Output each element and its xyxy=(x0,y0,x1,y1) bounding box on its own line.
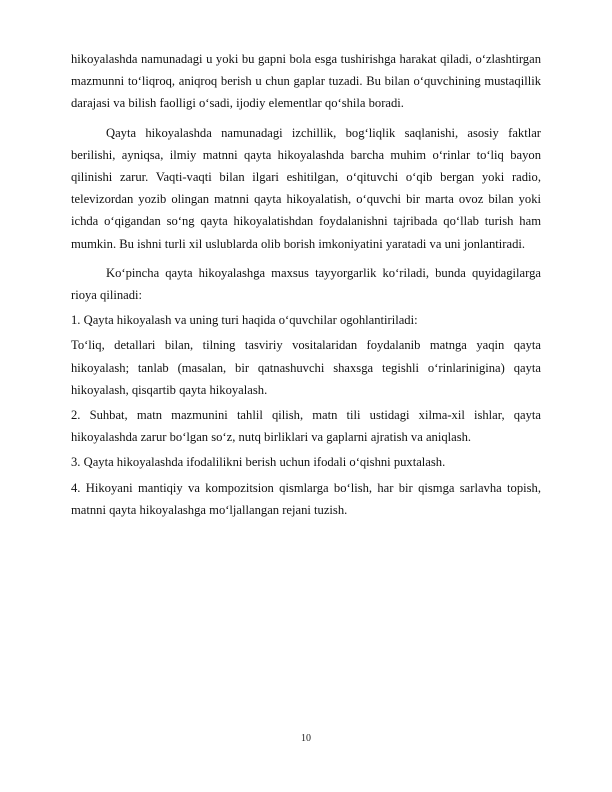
list-item-2: 2. Suhbat, matn mazmunini tahlil qilish, matn tili ustidagi xilma-xil ishlar, qayta hikoyalashda zarur bo‘lgan so‘z, nutq birliklari va gaplarni ajratish va aniqlash. xyxy=(71,408,541,445)
paragraph-continuation: hikoyalashda namunadagi u yoki bu gapni bola esga tushirishga harakat qiladi, o‘zlashtirgan mazmunni to‘liqroq, aniqroq berish u chun gaplar tuzadi. Bu bilan o‘quvchining mustaqillik darajasi va bilish faolligi o‘sadi, ijodiy elementlar qo‘shila boradi. xyxy=(71,52,541,111)
paragraph-requirements: Qayta hikoyalashda namunadagi izchillik, bog‘liqlik saqlanishi, asosiy faktlar berilishi, ayniqsa, ilmiy matnni qayta hikoyalashda barcha muhim o‘rinlar to‘liq bayon qilinishi zarur. Vaqti-vaqti bilan ilgari eshitilgan, o‘qituvchi o‘qib bergan yoki radio, televizordan yozib olingan matnni qayta hikoyalatish, o‘quvchi bir marta ovoz bilan yoki ichda o‘qigandan so‘ng qayta hikoyalatishdan foydalanishni tajribada qo‘llab turish ham mumkin. Bu ishni turli xil uslublarda olib borish imkoniyatini yaratadi va uni jonlantiradi. xyxy=(71,125,541,251)
paragraph-preparation: Ko‘pincha qayta hikoyalashga maxsus tayyorgarlik ko‘riladi, bunda quyidagilarga rioya qilinadi: xyxy=(71,265,541,303)
list-item-4: 4. Hikoyani mantiqiy va kompozitsion qismlarga bo‘lish, har bir qismga sarlavha topish, matnni qayta hikoyalashga mo‘ljallangan rejani tuzish. xyxy=(71,480,541,517)
list-item-1-detail: To‘liq, detallari bilan, tilning tasviriy vositalaridan foydalanib matnga yaqin qayta hikoyalash; tanlab (masalan, bir qatnashuvchi shaxsga tegishli o‘rinlarinigina) qayta hikoyalash, qisqartib qayta hikoyalash. xyxy=(71,338,541,397)
list-item-1: 1. Qayta hikoyalash va uning turi haqida o‘quvchilar ogohlantiriladi: xyxy=(71,313,418,328)
document-body xyxy=(71,48,541,521)
page-number: 10 xyxy=(301,733,311,744)
list-item-3: 3. Qayta hikoyalashda ifodalilikni berish uchun ifodali o‘qishni puxtalash. xyxy=(71,455,446,470)
